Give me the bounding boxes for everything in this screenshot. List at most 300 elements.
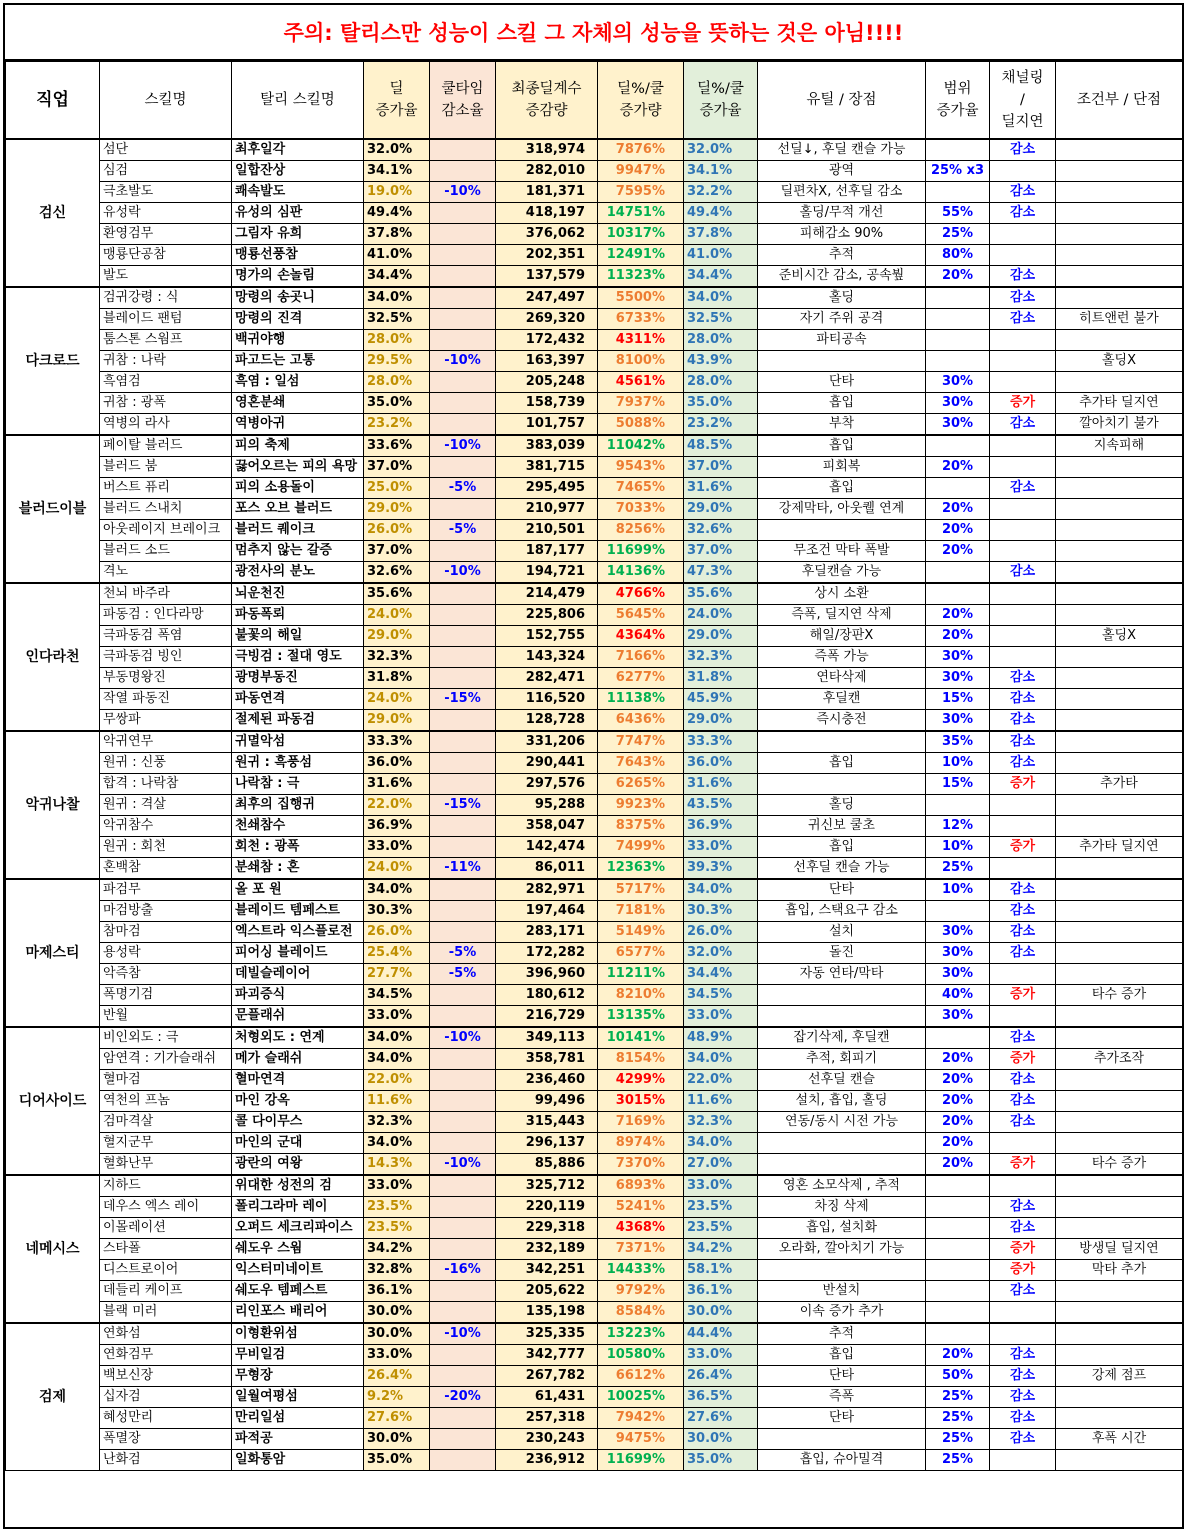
range-increase: 35%: [926, 731, 990, 753]
talisman-skill-name: 마인 강옥: [232, 1090, 364, 1111]
skill-name: 블러드 붐: [100, 456, 232, 477]
condition-note: [1056, 604, 1183, 625]
condition-note: [1056, 1344, 1183, 1365]
talisman-skill-name: 끓어오르는 피의 욕망: [232, 456, 364, 477]
channeling-status: 감소: [990, 1196, 1056, 1217]
dmg-per-cd-rate: 35.6%: [684, 583, 758, 605]
table-row: [6, 308, 1183, 329]
channeling-status: 증가: [990, 1153, 1056, 1175]
skill-name: 섬단: [100, 139, 232, 161]
final-coefficient: 282,971: [496, 879, 598, 901]
dmg-per-cd-increase: 5500%: [598, 287, 684, 309]
talisman-skill-name: 천쇄참수: [232, 815, 364, 836]
talisman-skill-name: 영혼분쇄: [232, 392, 364, 413]
channeling-status: [990, 794, 1056, 815]
dmg-increase: 25.4%: [364, 942, 430, 963]
dmg-per-cd-rate: 48.9%: [684, 1027, 758, 1049]
table-row: [6, 1301, 1183, 1323]
dmg-per-cd-rate: 44.4%: [684, 1323, 758, 1345]
cooldown-decrease: [430, 1090, 496, 1111]
table-row: [6, 963, 1183, 984]
condition-note: [1056, 731, 1183, 753]
cooldown-decrease: -15%: [430, 688, 496, 709]
dmg-per-cd-increase: 6612%: [598, 1365, 684, 1386]
dmg-increase: 28.0%: [364, 329, 430, 350]
skill-name: 부동명왕진: [100, 667, 232, 688]
talisman-skill-name: 쾌속발도: [232, 181, 364, 202]
channeling-status: 감소: [990, 1217, 1056, 1238]
talisman-skill-name: 위대한 성전의 검: [232, 1175, 364, 1197]
talisman-skill-name: 리인포스 배리어: [232, 1301, 364, 1323]
table-row: [6, 1217, 1183, 1238]
talisman-skill-name: 극빙검 : 절대 영도: [232, 646, 364, 667]
table-row: [6, 984, 1183, 1005]
range-increase: [926, 139, 990, 161]
channeling-status: [990, 963, 1056, 984]
cooldown-decrease: [430, 731, 496, 753]
dmg-increase: 33.0%: [364, 1175, 430, 1197]
dmg-increase: 28.0%: [364, 371, 430, 392]
cooldown-decrease: -16%: [430, 1259, 496, 1280]
range-increase: 10%: [926, 752, 990, 773]
condition-note: [1056, 160, 1183, 181]
dmg-increase: 30.0%: [364, 1428, 430, 1449]
table-row: [6, 879, 1183, 901]
table-row: [6, 413, 1183, 435]
dmg-per-cd-increase: 6577%: [598, 942, 684, 963]
condition-note: 히트앤런 불가: [1056, 308, 1183, 329]
range-increase: 25%: [926, 223, 990, 244]
skill-name: 폭멸장: [100, 1428, 232, 1449]
cooldown-decrease: [430, 265, 496, 287]
skill-name: 툼스톤 스웜프: [100, 329, 232, 350]
final-coefficient: 187,177: [496, 540, 598, 561]
dmg-increase: 41.0%: [364, 244, 430, 265]
range-increase: [926, 329, 990, 350]
cooldown-decrease: -10%: [430, 1027, 496, 1049]
skill-name: 역천의 프놈: [100, 1090, 232, 1111]
channeling-status: 감소: [990, 1365, 1056, 1386]
range-increase: 80%: [926, 244, 990, 265]
final-coefficient: 205,248: [496, 371, 598, 392]
cooldown-decrease: -5%: [430, 963, 496, 984]
header-row: [6, 62, 1183, 139]
channeling-status: [990, 1323, 1056, 1345]
final-coefficient: 220,119: [496, 1196, 598, 1217]
dmg-increase: 35.0%: [364, 1449, 430, 1470]
header-dpc-rate: 딜%/쿨 증가율: [684, 62, 758, 139]
condition-note: [1056, 794, 1183, 815]
dmg-increase: 30.3%: [364, 900, 430, 921]
dmg-per-cd-increase: 11323%: [598, 265, 684, 287]
range-increase: 12%: [926, 815, 990, 836]
channeling-status: 감소: [990, 942, 1056, 963]
range-increase: 20%: [926, 456, 990, 477]
dmg-increase: 36.9%: [364, 815, 430, 836]
talisman-skill-name: 피의 소용돌이: [232, 477, 364, 498]
dmg-per-cd-increase: 8375%: [598, 815, 684, 836]
talisman-skill-name: 일월여평섬: [232, 1386, 364, 1407]
channeling-status: 증가: [990, 773, 1056, 794]
dmg-per-cd-increase: 7166%: [598, 646, 684, 667]
table-row: [6, 752, 1183, 773]
channeling-status: 감소: [990, 477, 1056, 498]
final-coefficient: 247,497: [496, 287, 598, 309]
final-coefficient: 282,010: [496, 160, 598, 181]
skill-name: 발도: [100, 265, 232, 287]
dmg-increase: 29.0%: [364, 625, 430, 646]
final-coefficient: 85,886: [496, 1153, 598, 1175]
final-coefficient: 232,189: [496, 1238, 598, 1259]
range-increase: [926, 900, 990, 921]
channeling-status: [990, 519, 1056, 540]
cooldown-decrease: [430, 1280, 496, 1301]
talisman-skill-name: 절제된 파동검: [232, 709, 364, 731]
table-row: [6, 1196, 1183, 1217]
skill-name: 블레이드 팬텀: [100, 308, 232, 329]
channeling-status: [990, 646, 1056, 667]
dmg-increase: 27.6%: [364, 1407, 430, 1428]
utility-note: 이속 증가 추가: [758, 1301, 926, 1323]
talisman-skill-name: 역병아귀: [232, 413, 364, 435]
talisman-skill-name: 일합잔상: [232, 160, 364, 181]
dmg-increase: 29.5%: [364, 350, 430, 371]
table-row: [6, 688, 1183, 709]
dmg-per-cd-rate: 26.4%: [684, 1365, 758, 1386]
cooldown-decrease: -10%: [430, 435, 496, 457]
table-row: [6, 1132, 1183, 1153]
channeling-status: 감소: [990, 1386, 1056, 1407]
cooldown-decrease: -15%: [430, 794, 496, 815]
dmg-per-cd-rate: 34.0%: [684, 287, 758, 309]
final-coefficient: 383,039: [496, 435, 598, 457]
skill-name: 참마검: [100, 921, 232, 942]
cooldown-decrease: -5%: [430, 519, 496, 540]
range-increase: 15%: [926, 688, 990, 709]
utility-note: [758, 773, 926, 794]
dmg-per-cd-increase: 9475%: [598, 1428, 684, 1449]
dmg-per-cd-increase: 11699%: [598, 540, 684, 561]
table-row: [6, 371, 1183, 392]
table-row: [6, 456, 1183, 477]
range-increase: [926, 583, 990, 605]
condition-note: [1056, 1132, 1183, 1153]
skill-name: 흑염검: [100, 371, 232, 392]
skill-name: 난화검: [100, 1449, 232, 1470]
dmg-per-cd-rate: 43.9%: [684, 350, 758, 371]
condition-note: [1056, 519, 1183, 540]
talisman-skill-name: 마인의 군대: [232, 1132, 364, 1153]
cooldown-decrease: [430, 984, 496, 1005]
talisman-skill-name: 분쇄참 : 혼: [232, 857, 364, 879]
channeling-status: 감소: [990, 1111, 1056, 1132]
talisman-skill-name: 최후일각: [232, 139, 364, 161]
talisman-skill-name: 파괴증식: [232, 984, 364, 1005]
sheet: [3, 3, 1184, 1529]
cooldown-decrease: [430, 646, 496, 667]
range-increase: [926, 477, 990, 498]
header-skill: 스킬명: [100, 62, 232, 139]
table-row: [6, 1344, 1183, 1365]
channeling-status: 감소: [990, 731, 1056, 753]
talisman-skill-name: 광전사의 분노: [232, 561, 364, 583]
range-increase: [926, 1280, 990, 1301]
dmg-per-cd-increase: 4561%: [598, 371, 684, 392]
utility-note: 잡기삭제, 후딜캔: [758, 1027, 926, 1049]
dmg-per-cd-increase: 11042%: [598, 435, 684, 457]
condition-note: [1056, 1111, 1183, 1132]
skill-name: 극초발도: [100, 181, 232, 202]
final-coefficient: 269,320: [496, 308, 598, 329]
talisman-skill-name: 나락참 : 극: [232, 773, 364, 794]
channeling-status: [990, 625, 1056, 646]
final-coefficient: 99,496: [496, 1090, 598, 1111]
skill-name: 악귀참수: [100, 815, 232, 836]
final-coefficient: 396,960: [496, 963, 598, 984]
range-increase: 20%: [926, 1090, 990, 1111]
table-row: [6, 1365, 1183, 1386]
dmg-per-cd-rate: 35.0%: [684, 392, 758, 413]
final-coefficient: 172,432: [496, 329, 598, 350]
condition-note: [1056, 287, 1183, 309]
utility-note: 반설치: [758, 1280, 926, 1301]
talisman-skill-name: 쉐도우 템페스트: [232, 1280, 364, 1301]
skill-name: 유성락: [100, 202, 232, 223]
talisman-skill-name: 피의 축제: [232, 435, 364, 457]
skill-name: 혼백참: [100, 857, 232, 879]
range-increase: 30%: [926, 1005, 990, 1027]
dmg-per-cd-rate: 28.0%: [684, 371, 758, 392]
dmg-per-cd-rate: 29.0%: [684, 625, 758, 646]
skill-name: 아웃레이지 브레이크: [100, 519, 232, 540]
condition-note: [1056, 498, 1183, 519]
utility-note: 즉폭: [758, 1386, 926, 1407]
cooldown-decrease: [430, 900, 496, 921]
utility-note: 선후딜 캔슬: [758, 1069, 926, 1090]
dmg-increase: 35.0%: [364, 392, 430, 413]
dmg-increase: 24.0%: [364, 857, 430, 879]
skill-name: 검귀강령 : 식: [100, 287, 232, 309]
final-coefficient: 163,397: [496, 350, 598, 371]
skill-name: 지하드: [100, 1175, 232, 1197]
utility-note: 자기 주위 공격: [758, 308, 926, 329]
talisman-skill-name: 광란의 여왕: [232, 1153, 364, 1175]
talisman-skill-name: 파동연격: [232, 688, 364, 709]
channeling-status: 감소: [990, 413, 1056, 435]
dmg-per-cd-increase: 7499%: [598, 836, 684, 857]
job-name: 악귀나찰: [6, 731, 100, 879]
dmg-per-cd-rate: 32.5%: [684, 308, 758, 329]
utility-note: 해일/장판X: [758, 625, 926, 646]
header-final-coef: 최종딜계수 증감량: [496, 62, 598, 139]
utility-note: 흡입: [758, 477, 926, 498]
dmg-per-cd-rate: 48.5%: [684, 435, 758, 457]
dmg-increase: 32.6%: [364, 561, 430, 583]
range-increase: 20%: [926, 1048, 990, 1069]
talisman-skill-name: 멈추지 않는 갈증: [232, 540, 364, 561]
range-increase: 15%: [926, 773, 990, 794]
skill-name: 악귀연무: [100, 731, 232, 753]
skill-name: 심검: [100, 160, 232, 181]
final-coefficient: 381,715: [496, 456, 598, 477]
range-increase: 10%: [926, 836, 990, 857]
dmg-increase: 34.0%: [364, 879, 430, 901]
condition-note: 방생딜 딜지연: [1056, 1238, 1183, 1259]
table-row: [6, 1153, 1183, 1175]
condition-note: 지속피해: [1056, 435, 1183, 457]
dmg-per-cd-rate: 26.0%: [684, 921, 758, 942]
dmg-per-cd-rate: 35.0%: [684, 1449, 758, 1470]
dmg-per-cd-increase: 4311%: [598, 329, 684, 350]
dmg-per-cd-increase: 14433%: [598, 1259, 684, 1280]
dmg-per-cd-rate: 11.6%: [684, 1090, 758, 1111]
dmg-per-cd-rate: 34.0%: [684, 1132, 758, 1153]
dmg-per-cd-rate: 23.5%: [684, 1217, 758, 1238]
cooldown-decrease: [430, 879, 496, 901]
cooldown-decrease: [430, 1365, 496, 1386]
condition-note: [1056, 1449, 1183, 1470]
condition-note: 홀딩X: [1056, 350, 1183, 371]
table-row: [6, 435, 1183, 457]
final-coefficient: 180,612: [496, 984, 598, 1005]
cooldown-decrease: -5%: [430, 477, 496, 498]
talisman-skill-name: 흑염 : 일섬: [232, 371, 364, 392]
cooldown-decrease: [430, 815, 496, 836]
dmg-per-cd-increase: 6436%: [598, 709, 684, 731]
dmg-per-cd-rate: 24.0%: [684, 604, 758, 625]
skill-name: 합격 : 나락참: [100, 773, 232, 794]
final-coefficient: 358,047: [496, 815, 598, 836]
dmg-increase: 24.0%: [364, 604, 430, 625]
condition-note: [1056, 752, 1183, 773]
range-increase: [926, 350, 990, 371]
dmg-increase: 34.4%: [364, 265, 430, 287]
dmg-per-cd-increase: 8210%: [598, 984, 684, 1005]
dmg-increase: 27.7%: [364, 963, 430, 984]
condition-note: [1056, 1386, 1183, 1407]
talisman-skill-name: 회천 : 광폭: [232, 836, 364, 857]
dmg-per-cd-rate: 30.3%: [684, 900, 758, 921]
talisman-skill-name: 이형환위섬: [232, 1323, 364, 1345]
cooldown-decrease: [430, 709, 496, 731]
table-row: [6, 1111, 1183, 1132]
job-name: 디어사이드: [6, 1027, 100, 1175]
header-cd-dec: 쿨타임 감소율: [430, 62, 496, 139]
cooldown-decrease: -5%: [430, 942, 496, 963]
range-increase: 20%: [926, 604, 990, 625]
table-row: [6, 625, 1183, 646]
cooldown-decrease: [430, 836, 496, 857]
table-row: [6, 583, 1183, 605]
utility-note: 추적: [758, 1323, 926, 1345]
channeling-status: 감소: [990, 688, 1056, 709]
condition-note: 추가타 딜지연: [1056, 836, 1183, 857]
dmg-per-cd-increase: 11699%: [598, 1449, 684, 1470]
table-row: [6, 667, 1183, 688]
utility-note: 추적, 회피기: [758, 1048, 926, 1069]
condition-note: 막타 추가: [1056, 1259, 1183, 1280]
dmg-per-cd-rate: 23.2%: [684, 413, 758, 435]
skill-name: 원귀 : 회천: [100, 836, 232, 857]
utility-note: 즉폭 가능: [758, 646, 926, 667]
condition-note: 추가조작: [1056, 1048, 1183, 1069]
range-increase: 20%: [926, 265, 990, 287]
table-row: [6, 265, 1183, 287]
channeling-status: [990, 604, 1056, 625]
dmg-increase: 9.2%: [364, 1386, 430, 1407]
channeling-status: 증가: [990, 836, 1056, 857]
cooldown-decrease: [430, 1048, 496, 1069]
range-increase: [926, 1323, 990, 1345]
utility-note: 연동/동시 시전 가능: [758, 1111, 926, 1132]
final-coefficient: 236,912: [496, 1449, 598, 1470]
final-coefficient: 101,757: [496, 413, 598, 435]
channeling-status: [990, 498, 1056, 519]
utility-note: 흡입, 슈아밀격: [758, 1449, 926, 1470]
condition-note: [1056, 900, 1183, 921]
skill-name: 격노: [100, 561, 232, 583]
cooldown-decrease: -10%: [430, 1153, 496, 1175]
condition-note: [1056, 1323, 1183, 1345]
condition-note: [1056, 709, 1183, 731]
dmg-per-cd-rate: 34.1%: [684, 160, 758, 181]
utility-note: 즉시충전: [758, 709, 926, 731]
condition-note: [1056, 583, 1183, 605]
utility-note: 후딜캔슬 가능: [758, 561, 926, 583]
condition-note: [1056, 1407, 1183, 1428]
table-row: [6, 709, 1183, 731]
condition-note: [1056, 879, 1183, 901]
skill-name: 반월: [100, 1005, 232, 1027]
header-dpc-inc: 딜%/쿨 증가량: [598, 62, 684, 139]
skill-name: 버스트 퓨리: [100, 477, 232, 498]
cooldown-decrease: [430, 625, 496, 646]
final-coefficient: 318,974: [496, 139, 598, 161]
condition-note: [1056, 223, 1183, 244]
table-row: [6, 604, 1183, 625]
channeling-status: [990, 540, 1056, 561]
dmg-per-cd-increase: 7370%: [598, 1153, 684, 1175]
skill-name: 페이탈 블러드: [100, 435, 232, 457]
range-increase: 55%: [926, 202, 990, 223]
final-coefficient: 202,351: [496, 244, 598, 265]
final-coefficient: 95,288: [496, 794, 598, 815]
dmg-per-cd-increase: 6277%: [598, 667, 684, 688]
skill-name: 극파동검 폭염: [100, 625, 232, 646]
dmg-per-cd-rate: 41.0%: [684, 244, 758, 265]
dmg-per-cd-increase: 4299%: [598, 1069, 684, 1090]
dmg-per-cd-increase: 14751%: [598, 202, 684, 223]
dmg-per-cd-increase: 6733%: [598, 308, 684, 329]
dmg-increase: 31.6%: [364, 773, 430, 794]
header-range: 범위 증가율: [926, 62, 990, 139]
header-job: 직업: [6, 62, 100, 139]
talisman-skill-name: 메가 슬래쉬: [232, 1048, 364, 1069]
range-increase: 20%: [926, 1344, 990, 1365]
final-coefficient: 296,137: [496, 1132, 598, 1153]
dmg-increase: 14.3%: [364, 1153, 430, 1175]
dmg-per-cd-increase: 8584%: [598, 1301, 684, 1323]
skill-name: 천뇌 바주라: [100, 583, 232, 605]
table-row: [6, 287, 1183, 309]
skill-name: 블랙 미러: [100, 1301, 232, 1323]
utility-note: 돌진: [758, 942, 926, 963]
range-increase: 20%: [926, 1153, 990, 1175]
condition-note: [1056, 1280, 1183, 1301]
talisman-skill-name: 광명부동진: [232, 667, 364, 688]
channeling-status: 감소: [990, 1428, 1056, 1449]
talisman-skill-name: 피어싱 블레이드: [232, 942, 364, 963]
